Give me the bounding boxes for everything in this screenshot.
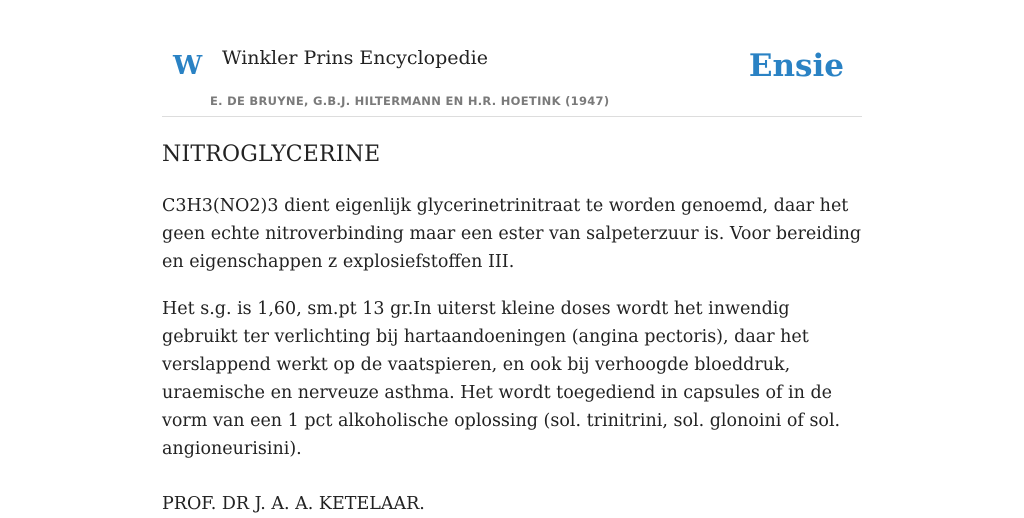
source-authors: E. DE BRUYNE, G.B.J. HILTERMANN EN H.R. HOETINK (1947) bbox=[210, 94, 610, 108]
article-paragraph: Het s.g. is 1,60, sm.pt 13 gr.In uiterst kleine doses wordt het inwendig gebruikt ter verlichting bij hartaandoeningen (angina pectoris), daar het verslappend werkt op de vaatspieren, en ook bij verhoogde bloeddruk, uraemische en nerveuze asthma. Het wordt toegediend in capsules of in de vorm van een 1 pct alkoholische oplossing (sol. trinitrini, sol. glonoini of sol. angioneurisini). bbox=[162, 299, 841, 459]
article-title: NITROGLYCERINE bbox=[162, 142, 381, 167]
winkler-prins-logo[interactable]: W bbox=[173, 51, 203, 81]
source-title[interactable]: Winkler Prins Encyclopedie bbox=[222, 47, 488, 69]
source-header bbox=[162, 36, 862, 117]
ensie-logo-link[interactable]: Ensie bbox=[748, 48, 844, 84]
article-author: PROF. DR J. A. A. KETELAAR. bbox=[162, 494, 425, 514]
article-paragraph: C3H3(NO2)3 dient eigenlijk glycerinetrinitraat te worden genoemd, daar het geen echte nitroverbinding maar een ester van salpeterzuur is. Voor bereiding en eigenschappen z explosiefstoffen III. bbox=[162, 196, 862, 272]
article-content bbox=[162, 140, 862, 518]
